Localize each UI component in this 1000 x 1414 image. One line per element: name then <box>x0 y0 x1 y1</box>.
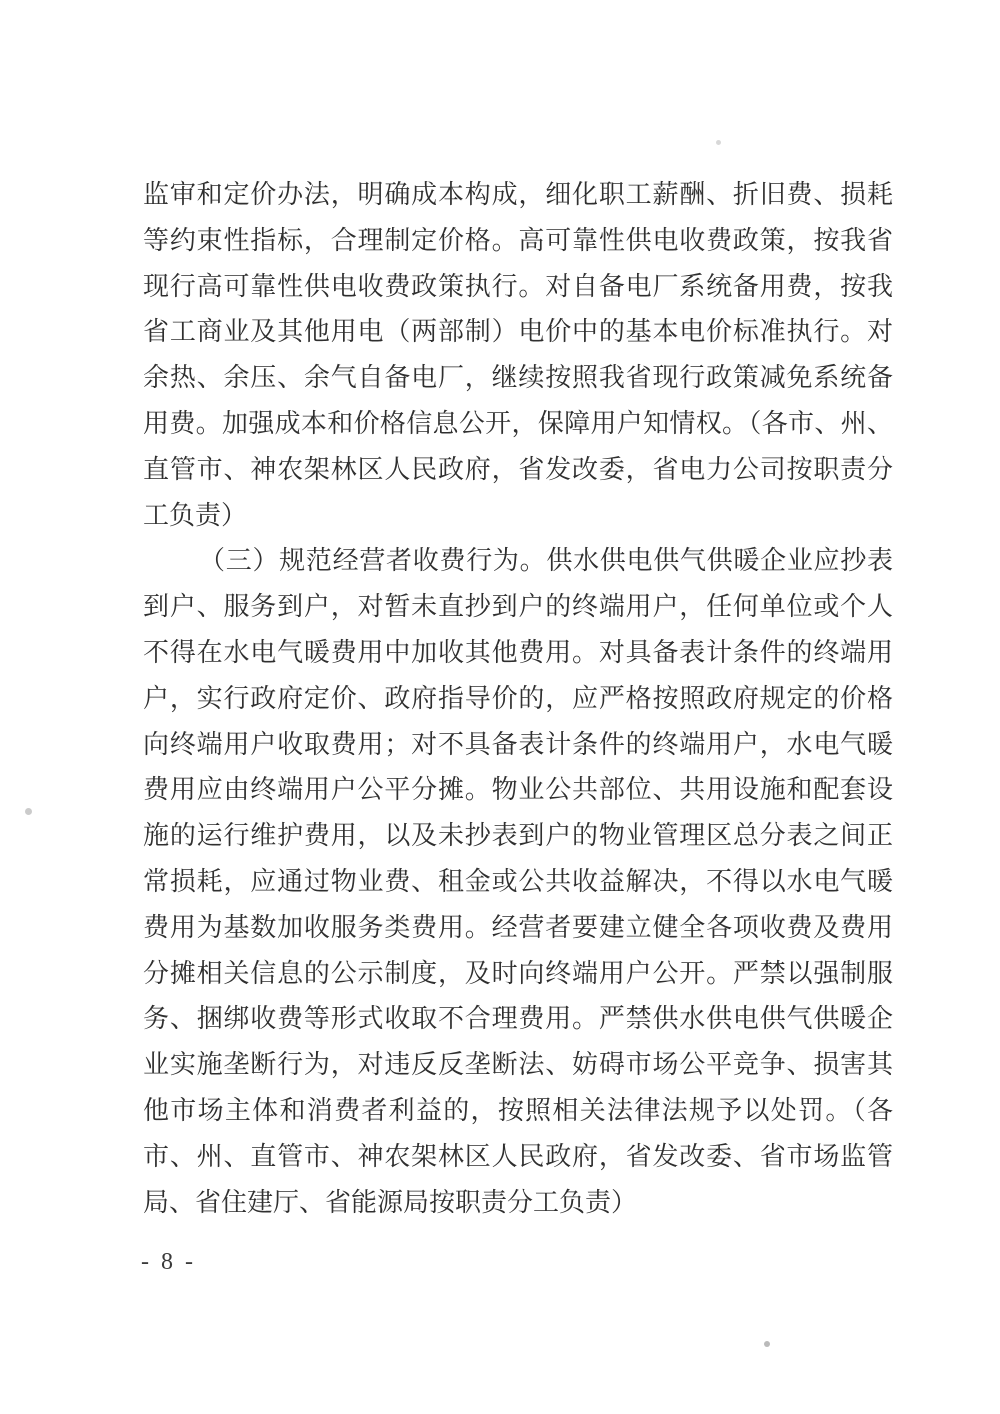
text-line: 不得在水电气暖费用中加收其他费用。对具备表计条件的终端用 <box>143 637 893 667</box>
text-line: 分摊相关信息的公示制度，及时向终端用户公开。严禁以强制服 <box>143 958 893 988</box>
paragraph-cost-supervision <box>143 172 893 538</box>
text-line: 现行高可靠性供电收费政策执行。对自备电厂系统备用费，按我 <box>143 271 893 301</box>
text-line: 用费。加强成本和价格信息公开，保障用户知情权。（各市、州、 <box>143 408 893 438</box>
text-line: 到户、服务到户，对暂未直抄到户的终端用户，任何单位或个人 <box>143 592 893 622</box>
text-line: 施的运行维护费用，以及未抄表到户的物业管理区总分表之间正 <box>143 821 893 851</box>
text-line: 务、捆绑收费等形式收取不合理费用。严禁供水供电供气供暖企 <box>143 1004 893 1034</box>
text-line: 余热、余压、余气自备电厂，继续按照我省现行政策减免系统备 <box>143 363 893 393</box>
paragraph-regulate-operator-charging <box>143 538 893 1225</box>
text-line: 监审和定价办法，明确成本构成，细化职工薪酬、折旧费、损耗 <box>143 180 893 209</box>
text-line: 省工商业及其他用电（两部制）电价中的基本电价标准执行。对 <box>143 317 893 347</box>
text-line: 市、州、直管市、神农架林区人民政府，省发改委、省市场监管 <box>143 1141 893 1171</box>
text-line: （三）规范经营者收费行为。供水供电供气供暖企业应抄表 <box>199 546 893 576</box>
document-body <box>143 172 893 1225</box>
text-line: 费用应由终端用户公平分摊。物业公共部位、共用设施和配套设 <box>143 775 893 805</box>
text-line: 费用为基数加收服务类费用。经营者要建立健全各项收费及费用 <box>143 912 893 942</box>
text-line: 工负责） <box>143 500 248 530</box>
text-line: 户，实行政府定价、政府指导价的，应严格按照政府规定的价格 <box>143 683 893 713</box>
text-line: 直管市、神农架林区人民政府，省发改委，省电力公司按职责分 <box>143 454 893 484</box>
text-line: 业实施垄断行为，对违反反垄断法、妨碍市场公平竞争、损害其 <box>143 1050 893 1080</box>
text-line: 常损耗，应通过物业费、租金或公共收益解决，不得以水电气暖 <box>143 866 893 896</box>
text-line: 等约束性指标，合理制定价格。高可靠性供电收费政策，按我省 <box>143 225 893 255</box>
scan-artifact <box>25 808 32 815</box>
scan-artifact <box>764 1341 770 1347</box>
text-line: 他市场主体和消费者利益的，按照相关法律法规予以处罚。（各 <box>143 1095 893 1125</box>
page-number: - 8 - <box>141 1249 196 1275</box>
text-line: 向终端用户收取费用；对不具备表计条件的终端用户，水电气暖 <box>143 729 893 759</box>
scan-artifact <box>716 140 721 145</box>
text-line: 局、省住建厅、省能源局按职责分工负责） <box>143 1187 638 1217</box>
